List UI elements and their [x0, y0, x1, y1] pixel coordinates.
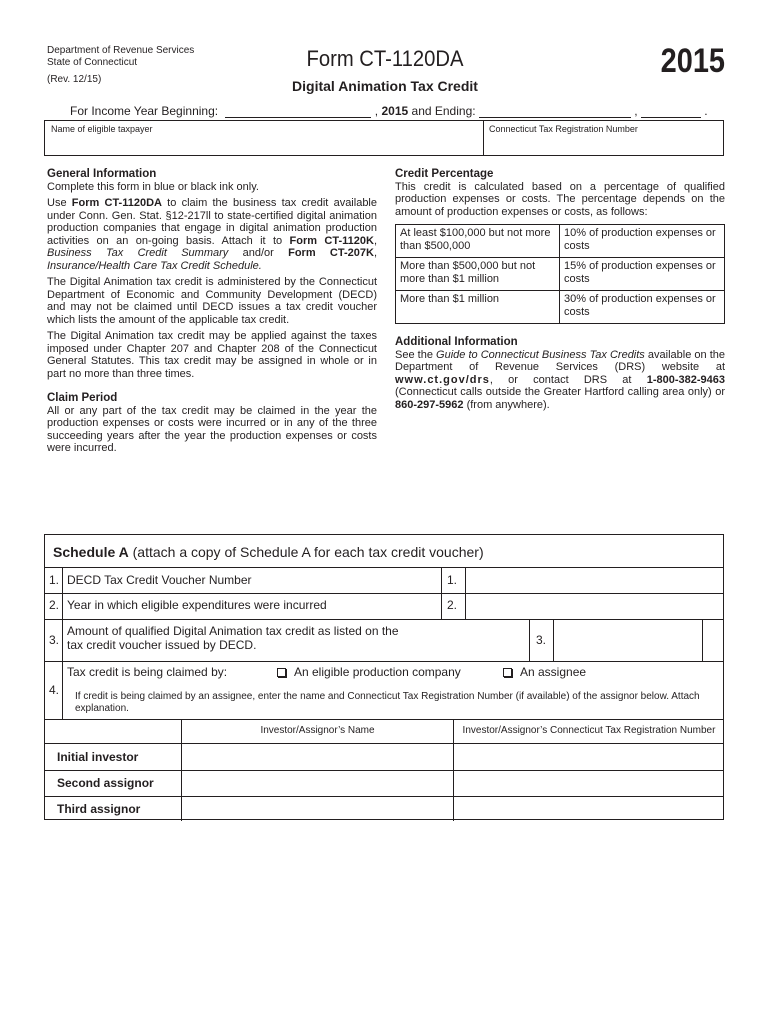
department-name: Department of Revenue Services [47, 45, 195, 56]
left-column [47, 168, 377, 459]
website-link[interactable]: www.ct.gov/drs [395, 373, 490, 386]
credit-percentage-table [395, 224, 725, 324]
form-title: Form CT-1120DA [306, 46, 464, 71]
table-row [396, 225, 725, 258]
line-1-box-number: 1. [447, 573, 458, 587]
rate-cell: 15% of production expenses or costs [560, 258, 725, 291]
table-row [396, 258, 725, 291]
range-cell: At least $100,000 but not more than $500,000 [396, 225, 560, 258]
credit-percentage-intro: This credit is calculated based on a percentage of qualified production expenses or costs. The percentage depends on the amount of production expenses or costs, as follows: [395, 180, 725, 218]
line-2-label: Year in which eligible expenditures were incurred [67, 598, 327, 612]
line-4-number: 4. [49, 683, 60, 697]
phone-number-1: 1-800-382-9463 [646, 373, 725, 386]
additional-information-text: See the Guide to Connecticut Business Tax Credits available on the Department of Revenue Services (DRS) website at www.ct.gov/drs, or contact DRS at 1-800-382-9463 (Connecticut calls outside the Greater Hartford calling area only) or 860-297-5962 (from anywhere). [395, 348, 725, 411]
table-row [396, 291, 725, 324]
ending-date-field[interactable] [479, 105, 631, 118]
divider [45, 719, 723, 720]
income-year-row: For Income Year Beginning: , 2015 and Ending: , . [70, 104, 708, 118]
general-information-heading: General Information [47, 168, 157, 180]
third-assignor-name-field[interactable] [182, 797, 453, 820]
gi-paragraph-3: The Digital Animation tax credit is administered by the Connecticut Department of Economic and Community Development (DECD) and may not be claimed until DECD issues a tax credit voucher which lists the amount of the applicable tax credit. [47, 276, 377, 326]
line-1-label: DECD Tax Credit Voucher Number [67, 573, 252, 587]
divider [529, 619, 530, 661]
line-2-box-number: 2. [447, 598, 458, 612]
line-3-box-number: 3. [536, 633, 547, 647]
beginning-label: For Income Year Beginning: [70, 104, 219, 118]
gi-paragraph-2: Use Form CT-1120DA to claim the business tax credit available under Conn. Gen. Stat. §12-217ll to state-certified digital animation production companies that engage in digital animation production activities on an on-going basis. Attach it to Form CT-1120K, Business Tax Credit Summary and/or Form CT-207K, Insurance/Health Care Tax Credit Schedule. [47, 197, 377, 272]
second-assignor-reg-field[interactable] [454, 771, 723, 796]
claim-period-heading: Claim Period [47, 392, 118, 404]
credit-percentage-heading: Credit Percentage [395, 168, 494, 180]
third-assignor-reg-field[interactable] [454, 797, 723, 820]
form-subtitle: Digital Animation Tax Credit [292, 78, 478, 94]
initial-investor-name-field[interactable] [182, 744, 453, 769]
row-label-initial-investor: Initial investor [57, 750, 139, 764]
line-3-amount-field[interactable] [554, 620, 701, 660]
range-cell: More than $1 million [396, 291, 560, 324]
revision-label: (Rev. 12/15) [47, 74, 102, 85]
taxpayer-name-label: Name of eligible taxpayer [51, 124, 153, 134]
option-assignee[interactable]: An assignee [503, 665, 586, 679]
tax-year: 2015 [660, 42, 725, 80]
divider [62, 619, 63, 661]
beginning-date-field[interactable] [225, 105, 371, 118]
gi-paragraph-1: Complete this form in blue or black ink only. [47, 180, 259, 193]
additional-information-heading: Additional Information [395, 336, 518, 348]
column-header-name: Investor/Assignor’s Name [260, 725, 375, 736]
row-label-third-assignor: Third assignor [57, 802, 141, 816]
line-2-number: 2. [49, 598, 60, 612]
range-cell: More than $500,000 but not more than $1 million [396, 258, 560, 291]
schedule-a-title: Schedule A (attach a copy of Schedule A for each tax credit voucher) [53, 544, 484, 560]
year-bold: 2015 [381, 104, 409, 118]
registration-number-field[interactable] [484, 121, 723, 155]
divider [45, 661, 723, 662]
registration-number-label: Connecticut Tax Registration Number [489, 124, 638, 134]
divider [62, 661, 63, 719]
row-label-second-assignor: Second assignor [57, 776, 154, 790]
initial-investor-reg-field[interactable] [454, 744, 723, 769]
line-2-year-field[interactable] [466, 594, 723, 618]
gi-paragraph-4: The Digital Animation tax credit may be applied against the taxes imposed under Chapter 207 and Chapter 208 of the Connecticut General Statutes. This tax credit may be assigned in whole or in part no more than three times. [47, 330, 377, 380]
phone-number-2: 860-297-5962 [395, 398, 464, 411]
cents-divider [702, 619, 703, 661]
column-header-registration: Investor/Assignor’s Connecticut Tax Registration Number [462, 725, 716, 736]
line-4-label: Tax credit is being claimed by: [67, 665, 228, 679]
taxpayer-info-box [44, 120, 724, 156]
ending-label: and Ending: [411, 104, 476, 118]
taxpayer-name-field[interactable] [45, 121, 483, 155]
line-3-number: 3. [49, 633, 60, 647]
state-name: State of Connecticut [47, 57, 138, 68]
schedule-a [44, 534, 724, 820]
ending-year-field[interactable] [641, 105, 701, 118]
option-production-company[interactable]: An eligible production company [277, 665, 461, 679]
line-1-voucher-number-field[interactable] [466, 568, 723, 592]
rate-cell: 10% of production expenses or costs [560, 225, 725, 258]
claim-period-text: All or any part of the tax credit may be claimed in the year the production expenses or costs were incurred or in any of the three succeeding years after the year the production expenses or costs were incurred. [47, 404, 377, 454]
checkbox-assignee[interactable] [503, 668, 512, 677]
right-column [395, 168, 725, 415]
checkbox-production-company[interactable] [277, 668, 286, 677]
line-3-label: Amount of qualified Digital Animation tax credit as listed on the tax credit voucher issued by DECD. [67, 624, 399, 652]
line-1-number: 1. [49, 573, 60, 587]
line-4-note: If credit is being claimed by an assignee, enter the name and Connecticut Tax Registration Number (if available) of the assignor below. Attach explanation. [75, 691, 700, 714]
second-assignor-name-field[interactable] [182, 771, 453, 796]
rate-cell: 30% of production expenses or costs [560, 291, 725, 324]
